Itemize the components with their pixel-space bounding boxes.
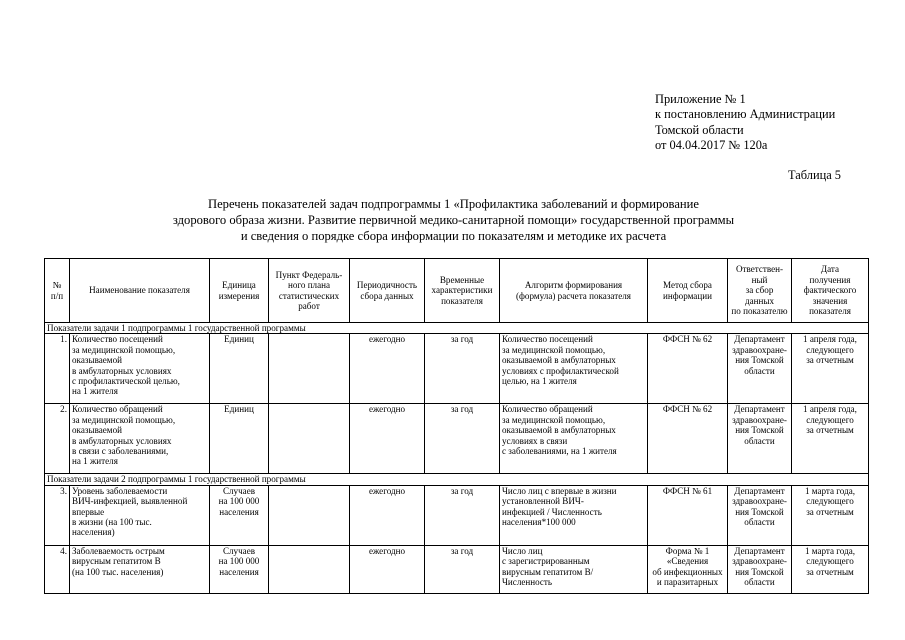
- row-plan: [269, 404, 350, 474]
- row-name: Количество посещений за медицинской помощью, оказываемой в амбулаторных условиях с профилактической целью, на 1 жителя: [70, 334, 210, 404]
- row-period: ежегодно: [350, 334, 425, 404]
- document-title: [60, 196, 847, 244]
- title-line-2: здорового образа жизни. Развитие первичной медико-санитарной помощи» государственной программы: [172, 213, 735, 227]
- table-row: [45, 404, 869, 474]
- row-unit: Случаев на 100 000 населения: [210, 485, 269, 545]
- row-date: 1 марта года, следующего за отчетным: [792, 485, 869, 545]
- section-label: Показатели задачи 2 подпрограммы 1 государственной программы: [45, 474, 869, 485]
- header-plan: Пункт Федераль- ного плана статистических работ: [269, 259, 350, 323]
- row-num: 1.: [45, 334, 70, 404]
- appendix-line-1: Приложение № 1: [655, 92, 746, 106]
- appendix-line-2: к постановлению Администрации: [655, 107, 836, 122]
- row-time: за год: [425, 545, 500, 593]
- header-time: Временные характеристики показателя: [425, 259, 500, 323]
- row-algorithm: Количество обращений за медицинской помощью, оказываемой в амбулаторных условиях в связи с заболеваниями, на 1 жителя: [500, 404, 648, 474]
- section-row-task-2: [45, 474, 869, 485]
- row-unit: Единиц: [210, 334, 269, 404]
- row-period: ежегодно: [350, 545, 425, 593]
- row-method: Форма № 1 «Сведения об инфекционных и паразитарных: [648, 545, 728, 593]
- row-plan: [269, 334, 350, 404]
- section-label: Показатели задачи 1 подпрограммы 1 государственной программы: [45, 323, 869, 334]
- table-row: [45, 334, 869, 404]
- row-algorithm: Число лиц с зарегистрированным вирусным гепатитом В/ Численность: [500, 545, 648, 593]
- row-algorithm: Количество посещений за медицинской помощью, оказываемой в амбулаторных условиях с профилактической целью, на 1 жителя: [500, 334, 648, 404]
- table-row: [45, 485, 869, 545]
- row-responsible: Департамент здравоохране- ния Томской области: [728, 334, 792, 404]
- row-unit: Единиц: [210, 404, 269, 474]
- row-plan: [269, 485, 350, 545]
- row-name: Заболеваемость острым вирусным гепатитом В (на 100 тыс. населения): [70, 545, 210, 593]
- row-time: за год: [425, 404, 500, 474]
- row-num: 3.: [45, 485, 70, 545]
- header-name: Наименование показателя: [70, 259, 210, 323]
- appendix-line-4: от 04.04.2017 № 120а: [655, 138, 768, 153]
- row-period: ежегодно: [350, 404, 425, 474]
- appendix-line-3: Томской области: [655, 122, 744, 137]
- row-unit: Случаев на 100 000 населения: [210, 545, 269, 593]
- row-period: ежегодно: [350, 485, 425, 545]
- row-num: 2.: [45, 404, 70, 474]
- row-responsible: Департамент здравоохране- ния Томской области: [728, 545, 792, 593]
- row-responsible: Департамент здравоохране- ния Томской области: [728, 485, 792, 545]
- header-date: Дата получения фактического значения показателя: [792, 259, 869, 323]
- header-responsible: Ответствен- ный за сбор данных по показателю: [728, 259, 792, 323]
- section-row-task-1: [45, 323, 869, 334]
- table-label: Таблица 5: [788, 168, 841, 182]
- row-name: Уровень заболеваемости ВИЧ-инфекцией, выявленной впервые в жизни (на 100 тыс. населения): [70, 485, 210, 545]
- row-date: 1 апреля года, следующего за отчетным: [792, 334, 869, 404]
- header-period: Периодичность сбора данных: [350, 259, 425, 323]
- indicators-table: [44, 258, 869, 594]
- row-date: 1 апреля года, следующего за отчетным: [792, 404, 869, 474]
- row-method: ФФСН № 61: [648, 485, 728, 545]
- table-row: [45, 545, 869, 593]
- header-method: Метод сбора информации: [648, 259, 728, 323]
- row-method: ФФСН № 62: [648, 334, 728, 404]
- header-unit: Единица измерения: [210, 259, 269, 323]
- appendix-block: [655, 92, 835, 154]
- title-line-1: Перечень показателей задач подпрограммы 1 «Профилактика заболеваний и формирование: [208, 197, 699, 211]
- row-name: Количество обращений за медицинской помощью, оказываемой в амбулаторных условиях в связи с заболеваниями, на 1 жителя: [70, 404, 210, 474]
- header-algorithm: Алгоритм формирования (формула) расчета показателя: [500, 259, 648, 323]
- row-time: за год: [425, 485, 500, 545]
- row-num: 4.: [45, 545, 70, 593]
- row-time: за год: [425, 334, 500, 404]
- table-header-row: [45, 259, 869, 323]
- row-responsible: Департамент здравоохране- ния Томской области: [728, 404, 792, 474]
- row-algorithm: Число лиц с впервые в жизни установленной ВИЧ- инфекцией / Численность населения*100 000: [500, 485, 648, 545]
- title-line-3: и сведения о порядке сбора информации по показателям и методике их расчета: [240, 229, 667, 243]
- row-plan: [269, 545, 350, 593]
- row-date: 1 марта года, следующего за отчетным: [792, 545, 869, 593]
- row-method: ФФСН № 62: [648, 404, 728, 474]
- header-num: № п/п: [45, 259, 70, 323]
